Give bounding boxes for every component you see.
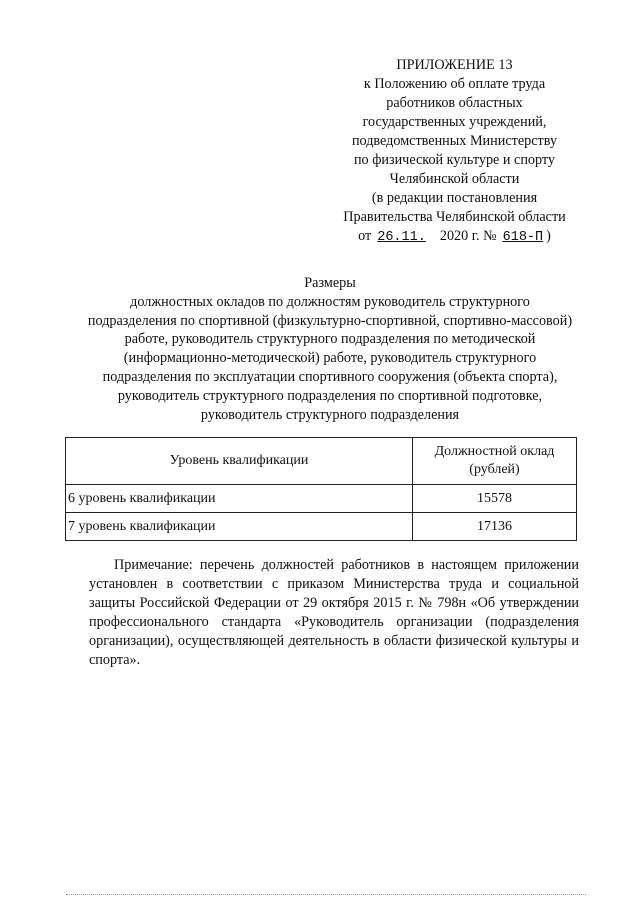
title-line: подразделения по эксплуатации спортивного сооружения (объекта спорта), (102, 368, 558, 385)
resolution-date-line (322, 227, 587, 247)
title-line: (информационно-методической) работе, руководитель структурного (123, 350, 537, 367)
page-bottom-divider (66, 894, 586, 895)
table-row (66, 485, 577, 513)
title-heading: Размеры (304, 275, 356, 291)
appendix-line: к Положению об оплате труда (363, 76, 546, 92)
header-salary-line2: (рублей) (469, 462, 520, 477)
appendix-header (322, 56, 587, 247)
salary-cell: 17136 (413, 513, 577, 541)
date-prefix: от (358, 228, 372, 244)
appendix-line: (в редакции постановления (371, 190, 538, 206)
appendix-line: государственных учреждений, (362, 114, 547, 130)
qualification-level-cell: 7 уровень квалификации (66, 513, 413, 541)
header-qualification-level: Уровень квалификации (66, 438, 413, 485)
salary-cell: 15578 (413, 485, 577, 513)
appendix-line: работников областных (386, 95, 523, 111)
salary-table (65, 437, 577, 541)
table-header-row (66, 438, 577, 485)
appendix-title: ПРИЛОЖЕНИЕ 13 (396, 57, 513, 73)
resolution-year: 2020 г. № (439, 228, 497, 244)
qualification-level-cell: 6 уровень квалификации (66, 485, 413, 513)
appendix-line: Челябинской области (389, 171, 520, 187)
footnote-paragraph: Примечание: перечень должностей работников в настоящем приложении установлен в соответствии с приказом Министерства труда и социальной защиты Российской Федерации от 29 октября 2015 г. № 798н «Об утверждении профессионального стандарта «Руководитель организации (подразделения организации), осуществляющей деятельность в области физической культуры и спорта». (89, 557, 579, 668)
header-salary-line1: Должностной оклад (434, 444, 555, 459)
title-line: работе, руководитель структурного подразделения по методической (124, 331, 536, 348)
appendix-line: по физической культуре и спорту (353, 152, 556, 168)
appendix-line: Правительства Челябинской области (343, 209, 566, 225)
title-line: должностных окладов по должностям руководитель структурного (130, 293, 530, 310)
title-line: подразделения по спортивной (физкультурно-спортивной, спортивно-массовой) (87, 312, 573, 329)
header-salary (413, 438, 577, 485)
title-line: руководитель структурного подразделения (200, 406, 460, 423)
appendix-line: подведомственных Министерству (351, 133, 558, 149)
title-line: руководитель структурного подразделения по спортивной подготовке, (117, 387, 543, 404)
closing-paren: ) (546, 228, 551, 244)
resolution-number: 618-П (502, 230, 544, 245)
document-title (60, 274, 600, 424)
resolution-date: 26.11. (377, 230, 426, 245)
table-row (66, 513, 577, 541)
